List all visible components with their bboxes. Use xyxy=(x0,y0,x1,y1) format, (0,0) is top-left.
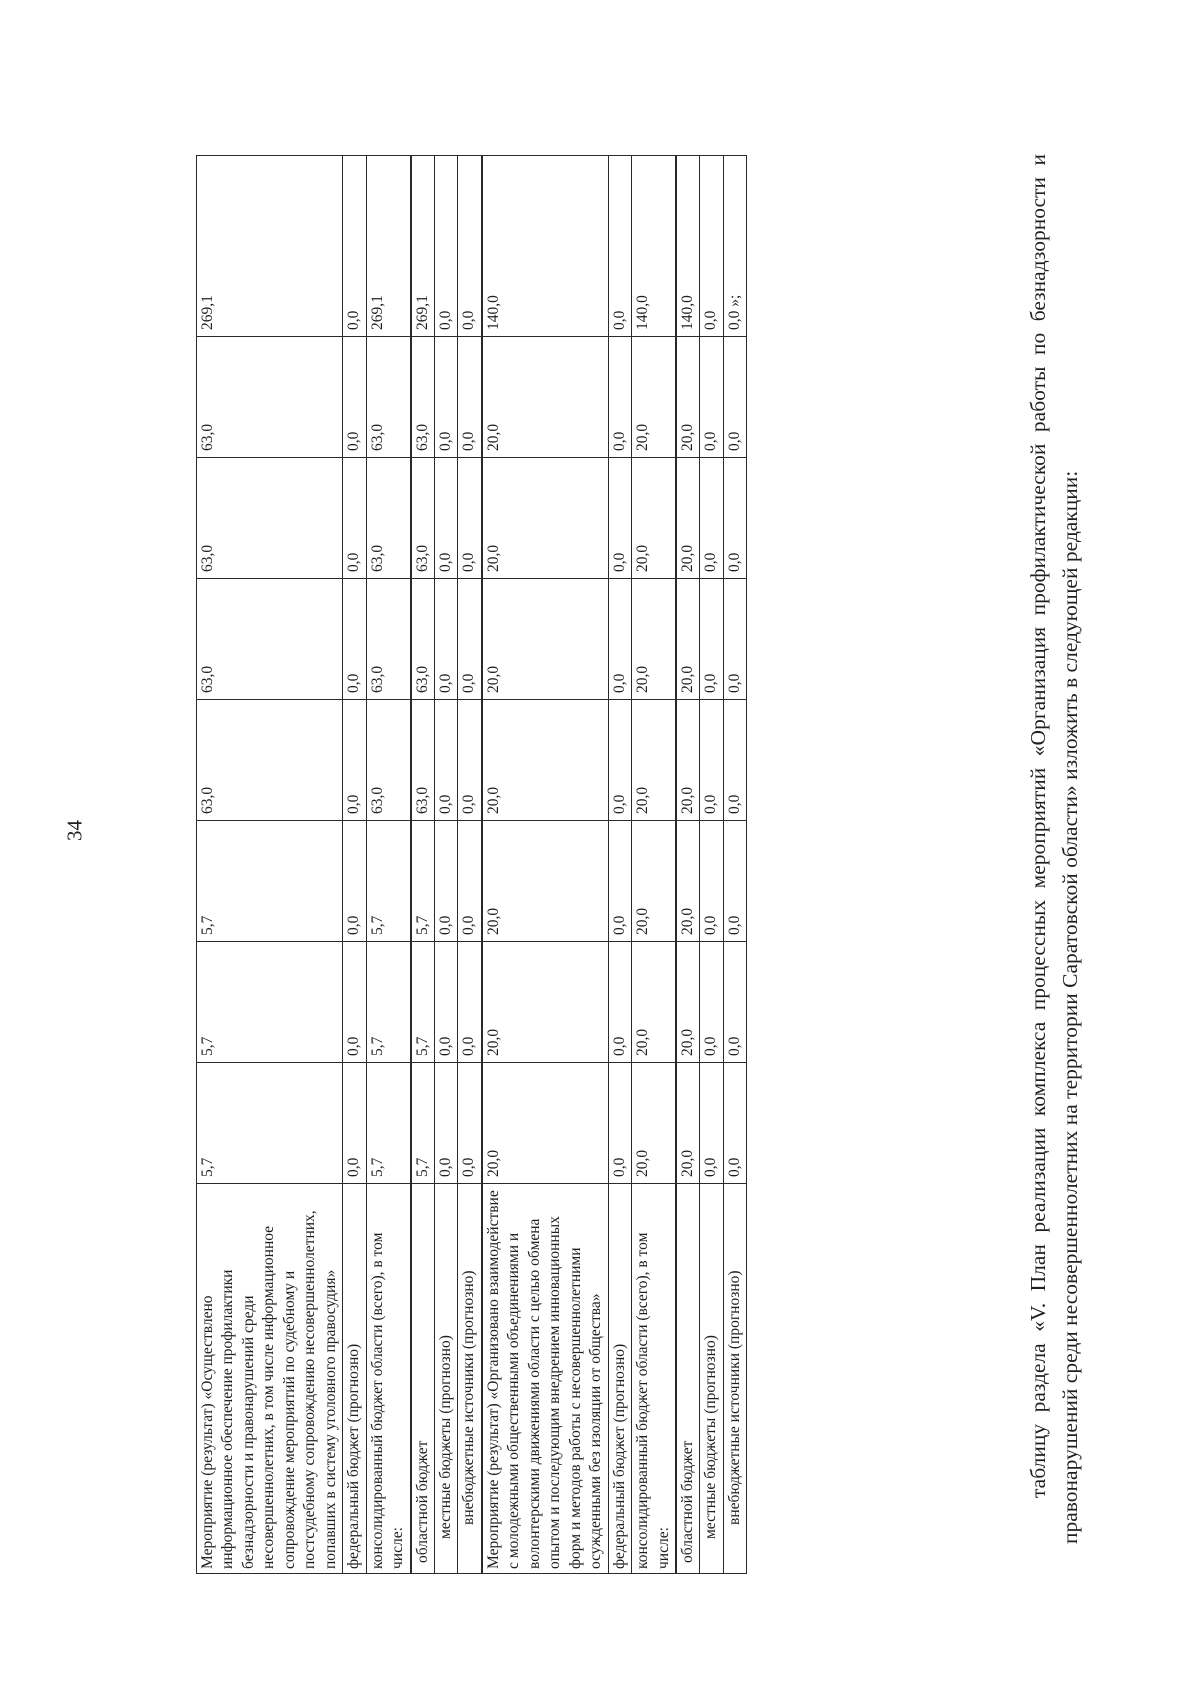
table-row xyxy=(434,156,457,1574)
value-cell: 20,0 xyxy=(482,458,608,579)
value-cell: 0,0 xyxy=(608,458,631,579)
row-label: консолидированный бюджет области (всего), в том числе: xyxy=(632,1184,676,1574)
value-cell: 140,0 xyxy=(632,156,676,337)
table-row xyxy=(458,156,482,1574)
value-cell: 20,0 xyxy=(632,579,676,700)
value-cell: 63,0 xyxy=(366,579,410,700)
value-cell: 20,0 xyxy=(482,337,608,458)
value-cell: 63,0 xyxy=(197,458,343,579)
row-label: областной бюджет xyxy=(676,1184,700,1574)
value-cell: 63,0 xyxy=(366,700,410,821)
value-cell: 20,0 xyxy=(632,821,676,942)
value-cell: 0,0 xyxy=(458,1063,482,1184)
value-cell: 0,0 xyxy=(458,458,482,579)
value-cell: 20,0 xyxy=(482,942,608,1063)
value-cell: 0,0 xyxy=(343,458,366,579)
value-cell: 5,7 xyxy=(366,1063,410,1184)
value-cell: 5,7 xyxy=(197,821,343,942)
value-cell: 140,0 xyxy=(676,156,700,337)
value-cell: 20,0 xyxy=(676,700,700,821)
value-cell: 269,1 xyxy=(197,156,343,337)
value-cell: 20,0 xyxy=(676,942,700,1063)
table-row xyxy=(723,156,746,1574)
table-row xyxy=(197,156,343,1574)
value-cell: 0,0 xyxy=(343,337,366,458)
row-label: местные бюджеты (прогнозно) xyxy=(700,1184,723,1574)
value-cell: 20,0 xyxy=(632,1063,676,1184)
value-cell: 20,0 xyxy=(482,821,608,942)
value-cell: 5,7 xyxy=(197,1063,343,1184)
value-cell: 0,0 xyxy=(723,458,746,579)
row-label: консолидированный бюджет области (всего), в том числе: xyxy=(366,1184,410,1574)
value-cell: 0,0 xyxy=(434,458,457,579)
value-cell: 140,0 xyxy=(482,156,608,337)
value-cell: 63,0 xyxy=(197,337,343,458)
value-cell: 0,0 xyxy=(343,942,366,1063)
table-row xyxy=(700,156,723,1574)
row-label: федеральный бюджет (прогнозно) xyxy=(608,1184,631,1574)
value-cell: 20,0 xyxy=(632,700,676,821)
table-row xyxy=(482,156,608,1574)
value-cell: 0,0 xyxy=(723,821,746,942)
table-row xyxy=(632,156,676,1574)
value-cell: 5,7 xyxy=(366,942,410,1063)
value-cell: 0,0 xyxy=(608,1063,631,1184)
value-cell: 0,0 xyxy=(434,942,457,1063)
value-cell: 0,0 xyxy=(700,942,723,1063)
value-cell: 0,0 xyxy=(458,700,482,821)
value-cell: 20,0 xyxy=(632,337,676,458)
value-cell: 0,0 xyxy=(458,821,482,942)
value-cell: 5,7 xyxy=(411,1063,435,1184)
value-cell: 0,0 »; xyxy=(723,156,746,337)
budget-table-body xyxy=(197,156,747,1574)
value-cell: 0,0 xyxy=(723,579,746,700)
value-cell: 20,0 xyxy=(632,942,676,1063)
value-cell: 0,0 xyxy=(343,156,366,337)
value-cell: 0,0 xyxy=(700,700,723,821)
value-cell: 5,7 xyxy=(411,942,435,1063)
value-cell: 0,0 xyxy=(700,821,723,942)
value-cell: 0,0 xyxy=(700,458,723,579)
value-cell: 0,0 xyxy=(608,700,631,821)
value-cell: 0,0 xyxy=(458,579,482,700)
row-label: местные бюджеты (прогнозно) xyxy=(434,1184,457,1574)
value-cell: 20,0 xyxy=(482,579,608,700)
value-cell: 20,0 xyxy=(482,1063,608,1184)
page-number: 34 xyxy=(62,820,87,841)
value-cell: 0,0 xyxy=(343,1063,366,1184)
value-cell: 63,0 xyxy=(366,458,410,579)
table-row xyxy=(343,156,366,1574)
row-label: областной бюджет xyxy=(411,1184,435,1574)
value-cell: 0,0 xyxy=(458,942,482,1063)
value-cell: 0,0 xyxy=(723,700,746,821)
value-cell: 269,1 xyxy=(366,156,410,337)
value-cell: 20,0 xyxy=(676,337,700,458)
value-cell: 0,0 xyxy=(434,337,457,458)
value-cell: 63,0 xyxy=(411,579,435,700)
value-cell: 63,0 xyxy=(197,700,343,821)
value-cell: 0,0 xyxy=(434,579,457,700)
value-cell: 0,0 xyxy=(343,700,366,821)
value-cell: 0,0 xyxy=(458,337,482,458)
value-cell: 0,0 xyxy=(723,1063,746,1184)
value-cell: 20,0 xyxy=(676,1063,700,1184)
value-cell: 20,0 xyxy=(632,458,676,579)
value-cell: 20,0 xyxy=(482,700,608,821)
value-cell: 5,7 xyxy=(411,821,435,942)
value-cell: 0,0 xyxy=(458,156,482,337)
value-cell: 0,0 xyxy=(608,337,631,458)
value-cell: 0,0 xyxy=(343,579,366,700)
value-cell: 0,0 xyxy=(723,337,746,458)
value-cell: 63,0 xyxy=(197,579,343,700)
row-label: внебюджетные источники (прогнозно) xyxy=(723,1184,746,1574)
row-label: федеральный бюджет (прогнозно) xyxy=(343,1184,366,1574)
value-cell: 20,0 xyxy=(676,579,700,700)
value-cell: 0,0 xyxy=(700,1063,723,1184)
row-label: внебюджетные источники (прогнозно) xyxy=(458,1184,482,1574)
value-cell: 0,0 xyxy=(608,156,631,337)
value-cell: 0,0 xyxy=(434,700,457,821)
value-cell: 20,0 xyxy=(676,821,700,942)
value-cell: 0,0 xyxy=(723,942,746,1063)
value-cell: 63,0 xyxy=(366,337,410,458)
value-cell: 0,0 xyxy=(608,821,631,942)
value-cell: 0,0 xyxy=(434,821,457,942)
value-cell: 0,0 xyxy=(700,579,723,700)
row-label: Мероприятие (результат) «Организовано взаимодействие с молодежными общественными объединениями и волонтерскими движениями области с целью обмена опытом и последующим внедрением инновационных форм и методов работы с несовершеннолетними осужденными без изоляции от общества» xyxy=(482,1184,608,1574)
row-label: Мероприятие (результат) «Осуществлено информационное обеспечение профилактики безнадзорности и правонарушений среди несовершеннолетних, в том числе информационное сопровождение мероприятий по судебному и постсудебному сопровождению несовершеннолетних, попавших в систему уголовного правосудия» xyxy=(197,1184,343,1574)
value-cell: 20,0 xyxy=(676,458,700,579)
value-cell: 0,0 xyxy=(343,821,366,942)
value-cell: 0,0 xyxy=(700,337,723,458)
value-cell: 5,7 xyxy=(366,821,410,942)
value-cell: 63,0 xyxy=(411,700,435,821)
rotated-page-content xyxy=(196,156,1164,1574)
value-cell: 0,0 xyxy=(608,942,631,1063)
value-cell: 0,0 xyxy=(434,156,457,337)
value-cell: 63,0 xyxy=(411,337,435,458)
value-cell: 63,0 xyxy=(411,458,435,579)
value-cell: 5,7 xyxy=(197,942,343,1063)
value-cell: 0,0 xyxy=(700,156,723,337)
table-row xyxy=(676,156,700,1574)
value-cell: 0,0 xyxy=(434,1063,457,1184)
amendment-paragraph: таблицу раздела «V. План реализации комплекса процессных мероприятий «Организация профилактической работы по безнадзорности и правонарушений среди несовершеннолетних на территории Саратовской области» изложить в следующей редакции: xyxy=(1026,154,1083,1544)
table-row xyxy=(608,156,631,1574)
table-row xyxy=(411,156,435,1574)
value-cell: 0,0 xyxy=(608,579,631,700)
table-row xyxy=(366,156,410,1574)
budget-table xyxy=(196,155,747,1574)
value-cell: 269,1 xyxy=(411,156,435,337)
